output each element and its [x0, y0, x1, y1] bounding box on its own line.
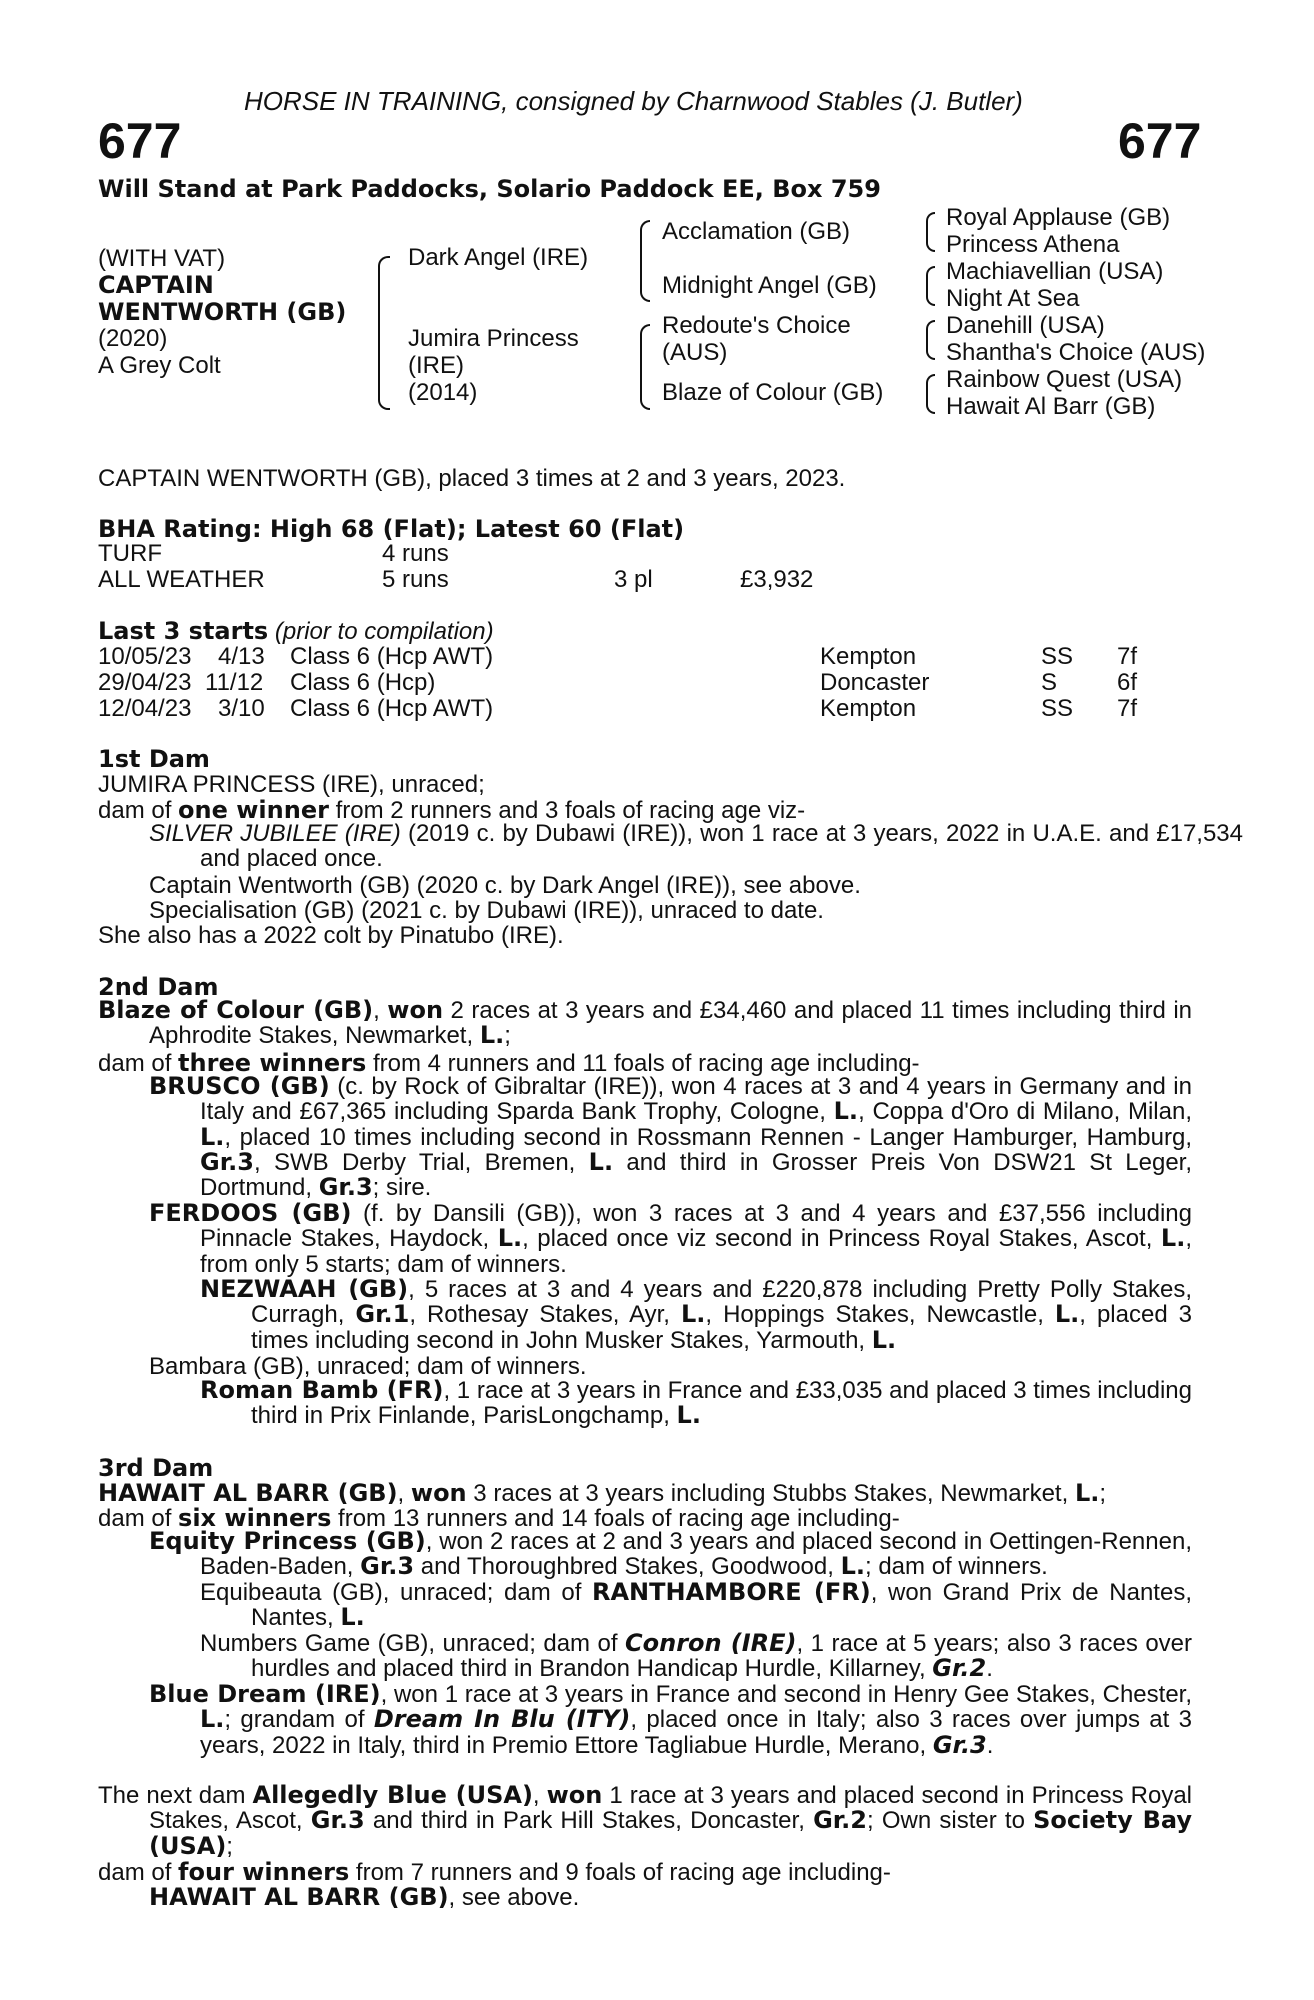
text-run: from 13 runners and 14 foals of racing age including- [331, 1505, 900, 1532]
horse-name: Blue Dream (IRE) [149, 1680, 381, 1708]
text-run: ; grandam of [224, 1706, 374, 1734]
text-run: , [373, 997, 388, 1024]
winners-count: four winners [178, 1858, 350, 1886]
produce-brusco [149, 1074, 1192, 1200]
listed-label: L. [1054, 1300, 1080, 1329]
text-run: , Hoppings Stakes, Newcastle, [705, 1301, 1055, 1329]
produce-hawait-al-barr [149, 1883, 579, 1912]
text-run: dam of [98, 797, 179, 824]
text-run: , Rothesay Stakes, Ayr, [409, 1301, 681, 1329]
start-date: 12/04/23 [98, 695, 192, 722]
lot-number-right: 677 [1118, 113, 1202, 169]
group-label: Gr.3 [360, 1552, 415, 1581]
consignor-line: HORSE IN TRAINING, consigned by Charnwood Stables (J. Butler) [244, 86, 1023, 116]
group-label: Gr.3 [318, 1173, 373, 1202]
brace-dam [640, 324, 650, 410]
start-race: Class 6 (Hcp AWT) [290, 643, 494, 670]
start-course: Kempton [820, 695, 917, 722]
lot-number-left: 677 [98, 113, 182, 169]
listed-label: L. [497, 1224, 523, 1253]
start-course: Kempton [820, 643, 917, 670]
text-run: ; [1099, 1480, 1107, 1507]
text-run: , won 1 race at 3 years in France and second in Henry Gee Stakes, Chester, [380, 1681, 1193, 1708]
horse-name: Allegedly Blue (USA) [252, 1781, 533, 1809]
text-run: . [986, 1731, 994, 1759]
start-race: Class 6 (Hcp AWT) [290, 695, 494, 722]
text-run: from 2 runners and 3 foals of racing age viz- [328, 797, 806, 824]
ds-dam: Shantha's Choice (AUS) [946, 339, 1206, 366]
rating-placed: 3 pl [614, 566, 653, 593]
text-run: , 5 races at 3 and 4 years and £220,878 including Pretty Polly Stakes, Curragh, [251, 1276, 1193, 1329]
winners-count: three winners [178, 1049, 367, 1077]
text-run: Numbers Game (GB), unraced; dam of [200, 1630, 626, 1657]
horse-name: Blaze of Colour (GB) [98, 996, 374, 1024]
brace-sire [640, 220, 650, 302]
ss-sire: Royal Applause (GB) [946, 204, 1171, 231]
rating-earnings: £3,932 [740, 566, 814, 593]
vat-note: (WITH VAT) [98, 245, 226, 272]
horse-name: RANTHAMBORE (FR) [591, 1578, 871, 1606]
dam-line3: (2014) [408, 379, 478, 406]
group-label: Gr.3 [310, 1806, 365, 1835]
text-run: (2019 c. by Dubawi (IRE)), won 1 race at 3 years, 2022 in U.A.E. and £17,534 and placed once. [200, 820, 1244, 873]
text-run: ; Own sister to [867, 1807, 1034, 1835]
start-going: SS [1041, 695, 1074, 722]
sd-dam: Night At Sea [946, 285, 1080, 312]
start-position: 3/10 [218, 695, 265, 722]
dam-line1: Jumira Princess [408, 325, 579, 352]
listed-label: L. [680, 1300, 706, 1329]
sire-sire: Acclamation (GB) [662, 218, 851, 245]
listed-label: L. [479, 1021, 505, 1050]
listed-label: L. [871, 1325, 897, 1354]
horse-name: BRUSCO (GB) [149, 1072, 330, 1100]
text-run: (c. by Rock of Gibraltar (IRE)), won 4 races at 3 and 4 years in Germany and in Italy and £67,365 including Sparda Bank Trophy, Cologne, [200, 1073, 1192, 1126]
horse-name-line1: CAPTAIN [98, 271, 214, 299]
won-label: won [410, 1479, 467, 1507]
horse-name: HAWAIT AL BARR (GB) [98, 1479, 398, 1507]
horse-name: Conron (IRE) [625, 1629, 797, 1657]
text-run: ; [504, 1022, 511, 1050]
second-dam-heading: 2nd Dam [98, 973, 219, 1001]
stand-location: Will Stand at Park Paddocks, Solario Paddock EE, Box 759 [98, 175, 881, 203]
rating-surface: ALL WEATHER [98, 566, 265, 593]
text-run: from 7 runners and 9 foals of racing age including- [349, 1859, 891, 1886]
first-dam-heading: 1st Dam [98, 745, 210, 773]
horse-year: (2020) [98, 325, 168, 352]
start-going: S [1041, 669, 1058, 696]
text-run: ; sire. [372, 1174, 432, 1202]
text-run: 2 races at 3 years and £34,460 and placed 11 times including third in Aphrodite Stakes, Newmarket, [149, 997, 1193, 1050]
ss-dam: Princess Athena [946, 231, 1120, 258]
text-run: 3 races at 3 years including Stubbs Stakes, Newmarket, [466, 1480, 1075, 1507]
listed-label: L. [588, 1147, 614, 1176]
horse-name: Equity Princess (GB) [149, 1527, 426, 1555]
text-run: , [397, 1480, 411, 1507]
horse-name: SILVER JUBILEE (IRE) [149, 820, 401, 847]
won-label: won [387, 996, 444, 1024]
dam-sire-line1: Redoute's Choice [662, 312, 851, 339]
text-run: , [532, 1782, 547, 1809]
horse-name: NEZWAAH (GB) [200, 1275, 409, 1303]
text-run: , placed once viz second in Princess Royal Stakes, Ascot, [522, 1225, 1161, 1253]
dam-dam: Blaze of Colour (GB) [662, 379, 884, 406]
sire: Dark Angel (IRE) [408, 244, 589, 271]
listed-label: L. [840, 1552, 865, 1581]
start-race: Class 6 (Hcp) [290, 669, 436, 696]
horse-name: Society Bay (USA) [149, 1806, 1193, 1860]
dd-dam: Hawait Al Barr (GB) [946, 393, 1156, 420]
text-run: , Coppa d'Oro di Milano, Milan, [858, 1098, 1193, 1126]
last-starts-title: Last 3 starts [98, 617, 269, 645]
text-run: , placed once in Italy; also 3 races over jumps at 3 years, 2022 in Italy, third in Premio Ettore Tagliabue Hurdle, Merano, [200, 1706, 1192, 1759]
produce-numbers-game [200, 1631, 1192, 1682]
listed-label: L. [1074, 1479, 1100, 1507]
produce-2022-colt: She also has a 2022 colt by Pinatubo (IRE). [98, 922, 564, 949]
text-run: , see above. [448, 1884, 580, 1911]
dam-line2: (IRE) [408, 352, 464, 379]
start-position: 11/12 [205, 669, 264, 696]
text-run: , 1 race at 5 years; also 3 races over hurdles and placed third in Brandon Handicap Hurdle, Killarney, [251, 1630, 1193, 1683]
text-run: dam of [98, 1859, 179, 1886]
race-summary: CAPTAIN WENTWORTH (GB), placed 3 times at 2 and 3 years, 2023. [98, 465, 846, 492]
next-dam-record [98, 1783, 1192, 1859]
produce-specialisation: Specialisation (GB) (2021 c. by Dubawi (IRE)), unraced to date. [149, 897, 824, 924]
horse-name: Dream In Blu (ITY) [373, 1705, 631, 1734]
brace-ds [926, 320, 935, 360]
text-run: and Thoroughbred Stakes, Goodwood, [414, 1553, 841, 1581]
rating-title: BHA Rating: High 68 (Flat); Latest 60 (Flat) [98, 515, 685, 543]
text-run: ; dam of winners. [865, 1553, 1048, 1581]
won-label: won [546, 1781, 603, 1809]
start-distance: 7f [1117, 643, 1138, 670]
produce-nezwaah [200, 1277, 1192, 1353]
produce-roman-bamb [200, 1378, 1192, 1429]
listed-label: L. [340, 1603, 365, 1632]
first-dam-line: JUMIRA PRINCESS (IRE), unraced; [98, 771, 485, 798]
text-run: , 1 race at 3 years in France and £33,035 and placed 3 times including third in Prix Finlande, ParisLongchamp, [251, 1377, 1192, 1430]
text-run: , placed 10 times including second in Rossmann Rennen - Langer Hamburger, Hamburg, [224, 1123, 1192, 1151]
listed-label: L. [1160, 1224, 1186, 1253]
text-run: and third in Park Hill Stakes, Doncaster, [364, 1807, 814, 1835]
horse-name: Roman Bamb (FR) [200, 1376, 444, 1404]
start-date: 29/04/23 [98, 669, 192, 696]
ds-sire: Danehill (USA) [946, 312, 1105, 339]
text-run: , SWB Derby Trial, Bremen, [253, 1148, 589, 1176]
horse-name: HAWAIT AL BARR (GB) [149, 1883, 449, 1911]
listed-label: L. [676, 1401, 701, 1430]
text-run: dam of [98, 1050, 179, 1077]
start-distance: 7f [1117, 695, 1138, 722]
text-run: , placed 3 times including second in John Musker Stakes, Yarmouth, [251, 1301, 1193, 1354]
brace-gen1 [378, 256, 390, 410]
produce-bambara: Bambara (GB), unraced; dam of winners. [149, 1353, 587, 1380]
text-run: from 4 runners and 11 foals of racing age including- [366, 1050, 920, 1077]
produce-equibeauta [200, 1580, 1192, 1631]
produce-equity-princess [149, 1529, 1192, 1580]
start-position: 4/13 [218, 643, 265, 670]
listed-label: L. [200, 1705, 225, 1734]
rating-surface: TURF [98, 540, 162, 567]
group-label: Gr.2 [813, 1806, 867, 1835]
sire-dam: Midnight Angel (GB) [662, 272, 877, 299]
last-starts-note: (prior to compilation) [274, 618, 494, 645]
third-dam-heading: 3rd Dam [98, 1454, 214, 1482]
group-label: Gr.1 [355, 1300, 410, 1329]
sd-sire: Machiavellian (USA) [946, 258, 1164, 285]
start-going: SS [1041, 643, 1074, 670]
horse-sex: A Grey Colt [98, 352, 221, 379]
dd-sire: Rainbow Quest (USA) [946, 366, 1183, 393]
dam-sire-line2: (AUS) [662, 339, 728, 366]
text-run: The next dam [98, 1782, 253, 1809]
produce-silver-jubilee [149, 821, 1243, 872]
brace-ss [926, 212, 935, 252]
group-label: Gr.3 [932, 1730, 987, 1759]
produce-blue-dream [149, 1682, 1192, 1758]
text-run: , won Grand Prix de Nantes, Nantes, [251, 1579, 1192, 1632]
text-run: , won 2 races at 2 and 3 years and placed second in Oettingen-Rennen, Baden-Baden, [200, 1528, 1192, 1581]
second-dam-record [98, 998, 1192, 1049]
last-starts-heading [98, 617, 494, 646]
text-run: dam of [98, 1505, 179, 1532]
winners-count: six winners [178, 1504, 332, 1532]
produce-ferdoos [149, 1201, 1192, 1277]
text-run: ; [226, 1832, 233, 1860]
start-distance: 6f [1117, 669, 1138, 696]
brace-dd [926, 374, 935, 414]
text-run: Equibeauta (GB), unraced; dam of [200, 1579, 592, 1606]
listed-label: L. [833, 1097, 859, 1126]
listed-label: L. [200, 1122, 225, 1151]
start-course: Doncaster [820, 669, 930, 696]
horse-name: FERDOOS (GB) [149, 1199, 352, 1227]
brace-sd [926, 266, 935, 306]
text-run: . [986, 1655, 993, 1683]
start-date: 10/05/23 [98, 643, 192, 670]
text-run: , from only 5 starts; dam of winners. [200, 1225, 1193, 1278]
text-run: 1 race at 3 years and placed second in Princess Royal Stakes, Ascot, [149, 1782, 1192, 1835]
rating-runs: 5 runs [382, 566, 449, 593]
text-run: and third in Grosser Preis Von DSW21 St Leger, Dortmund, [200, 1148, 1192, 1202]
group-label: Gr.3 [200, 1147, 254, 1176]
rating-runs: 4 runs [382, 540, 449, 567]
text-run: (f. by Dansili (GB)), won 3 races at 3 and 4 years and £37,556 including Pinnacle Stakes, Haydock, [200, 1200, 1192, 1253]
produce-captain-wentworth: Captain Wentworth (GB) (2020 c. by Dark Angel (IRE)), see above. [149, 872, 861, 899]
winners-count: one winner [178, 796, 329, 824]
group-label: Gr.2 [932, 1654, 987, 1683]
horse-name-line2: WENTWORTH (GB) [98, 298, 347, 326]
